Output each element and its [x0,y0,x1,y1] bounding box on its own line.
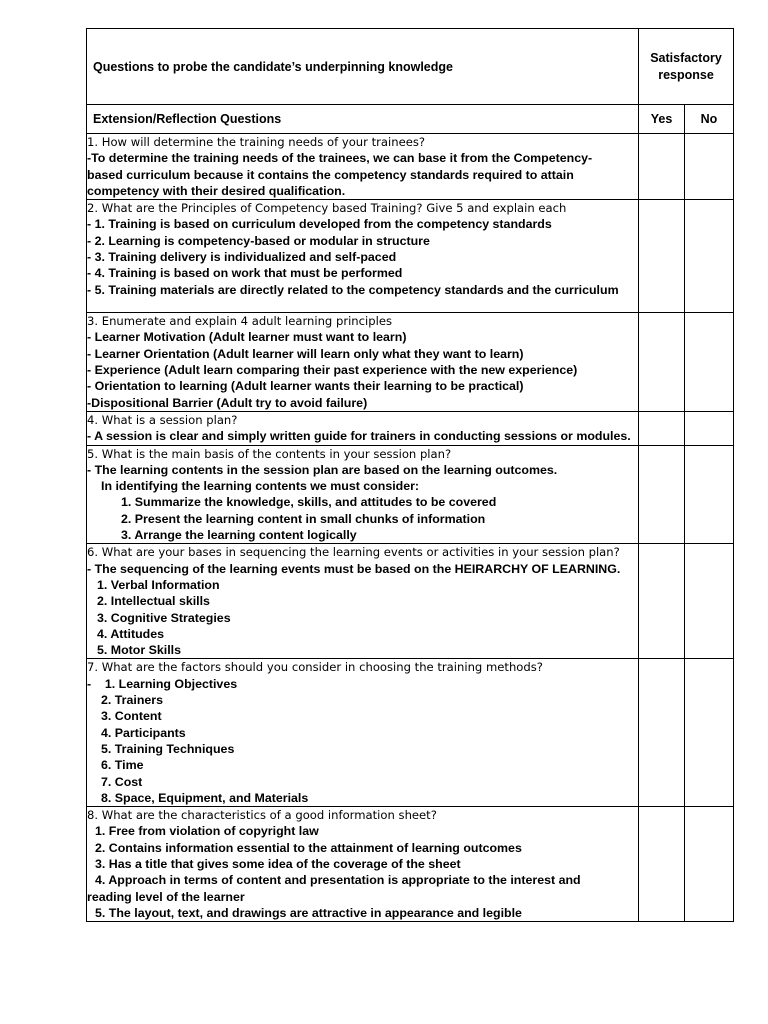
question-cell [87,411,639,445]
answer-line: 5. The layout, text, and drawings are attractive in appearance and legible [95,905,522,920]
answer-line: 1. Verbal Information [97,577,220,592]
answer-line: 1. Free from violation of copyright law [95,824,319,839]
question-row [87,445,734,544]
answer-line: 3. Arrange the learning content logically [121,528,357,543]
answer-line: 3. Content [101,709,162,724]
yes-column-header: Yes [639,105,685,134]
answer-line: based curriculum because it contains the competency standards required to attain [87,167,574,182]
question-row [87,313,734,412]
section-label: Extension/Reflection Questions [87,105,639,134]
yes-checkbox-cell[interactable] [639,807,685,922]
no-checkbox-cell[interactable] [685,313,734,412]
no-checkbox-cell[interactable] [685,544,734,659]
yes-checkbox-cell[interactable] [639,544,685,659]
question-text: 7. What are the factors should you consider in choosing the training methods? [87,660,543,675]
yes-checkbox-cell[interactable] [639,200,685,313]
no-column-header: No [685,105,734,134]
question-text: 1. How will determine the training needs of your trainees? [87,135,426,149]
question-row [87,411,734,445]
no-checkbox-cell[interactable] [685,445,734,544]
question-row [87,200,734,313]
question-cell [87,445,639,544]
answer-line: 4. Approach in terms of content and presentation is appropriate to the interest and [95,873,581,888]
yes-checkbox-cell[interactable] [639,411,685,445]
yes-checkbox-cell[interactable] [639,659,685,807]
satisfactory-label: Satisfactory [650,50,722,65]
answer-line: - Experience (Adult learn comparing their past experience with the new experience) [87,363,578,378]
question-text: 6. What are your bases in sequencing the learning events or activities in your session plan? [87,545,620,560]
no-checkbox-cell[interactable] [685,659,734,807]
questions-title: Questions to probe the candidate’s underpinning knowledge [87,29,639,105]
question-text: 2. What are the Principles of Competency based Training? Give 5 and explain each [87,201,567,216]
answer-line: 2. Intellectual skills [97,594,210,609]
answer-line: - The learning contents in the session plan are based on the learning outcomes. [87,462,558,477]
answer-line: - Learner Motivation (Adult learner must want to learn) [87,330,407,345]
question-cell [87,544,639,659]
answer-line: 2. Contains information essential to the attainment of learning outcomes [95,840,522,855]
answer-line: 8. Space, Equipment, and Materials [101,790,309,805]
answer-line: - A session is clear and simply written guide for trainers in conducting sessions or modules. [87,429,631,444]
question-text: 8. What are the characteristics of a good information sheet? [87,808,437,823]
no-checkbox-cell[interactable] [685,134,734,200]
question-cell [87,313,639,412]
answer-line: 2. Trainers [101,693,163,708]
section-row [87,105,734,134]
answer-line: competency with their desired qualification. [87,183,346,198]
answer-line: 7. Cost [101,774,143,789]
no-checkbox-cell[interactable] [685,807,734,922]
answer-line: 2. Present the learning content in small chunks of information [121,511,486,526]
answer-line: 3. Has a title that gives some idea of the coverage of the sheet [95,856,461,871]
answer-line: 5. Training Techniques [101,741,235,756]
satisfactory-response-header [639,29,734,105]
answer-line: - 4. Training is based on work that must be performed [87,266,403,281]
header-row [87,29,734,105]
question-cell [87,807,639,922]
question-cell [87,200,639,313]
answer-line: -Dispositional Barrier (Adult try to avoid failure) [87,395,368,410]
answer-line: 1. Summarize the knowledge, skills, and attitudes to be covered [121,495,497,510]
answer-line: 5. Motor Skills [97,643,181,658]
no-checkbox-cell[interactable] [685,411,734,445]
question-row [87,544,734,659]
answer-line: -To determine the training needs of the trainees, we can base it from the Competency- [87,151,593,166]
question-cell [87,659,639,807]
yes-checkbox-cell[interactable] [639,445,685,544]
answer-line: - 2. Learning is competency-based or modular in structure [87,233,430,248]
answer-line: - Learner Orientation (Adult learner will learn only what they want to learn) [87,346,524,361]
answer-line: - The sequencing of the learning events must be based on the HEIRARCHY OF LEARNING. [87,561,621,576]
answer-line: In identifying the learning contents we must consider: [101,479,420,494]
no-checkbox-cell[interactable] [685,200,734,313]
answer-line: reading level of the learner [87,889,245,904]
question-row [87,807,734,922]
answer-line: 4. Attitudes [97,626,165,641]
yes-checkbox-cell[interactable] [639,313,685,412]
answer-line: - 3. Training delivery is individualized and self-paced [87,250,397,265]
answer-line: 3. Cognitive Strategies [97,610,231,625]
response-label: response [658,67,714,82]
question-text: 3. Enumerate and explain 4 adult learning principles [87,314,393,329]
question-row [87,659,734,807]
answer-line: 4. Participants [101,725,186,740]
question-text: 5. What is the main basis of the contents in your session plan? [87,446,452,461]
question-row [87,134,734,200]
yes-checkbox-cell[interactable] [639,134,685,200]
answer-line: - Orientation to learning (Adult learner wants their learning to be practical) [87,379,524,394]
answer-line: 6. Time [101,758,144,773]
answer-line: - 1. Training is based on curriculum developed from the competency standards [87,217,552,232]
answer-line: - 5. Training materials are directly related to the competency standards and the curriculum [87,282,619,297]
assessment-table [86,28,734,922]
question-text: 4. What is a session plan? [87,412,238,427]
question-cell [87,134,639,200]
answer-line: - 1. Learning Objectives [87,676,238,691]
